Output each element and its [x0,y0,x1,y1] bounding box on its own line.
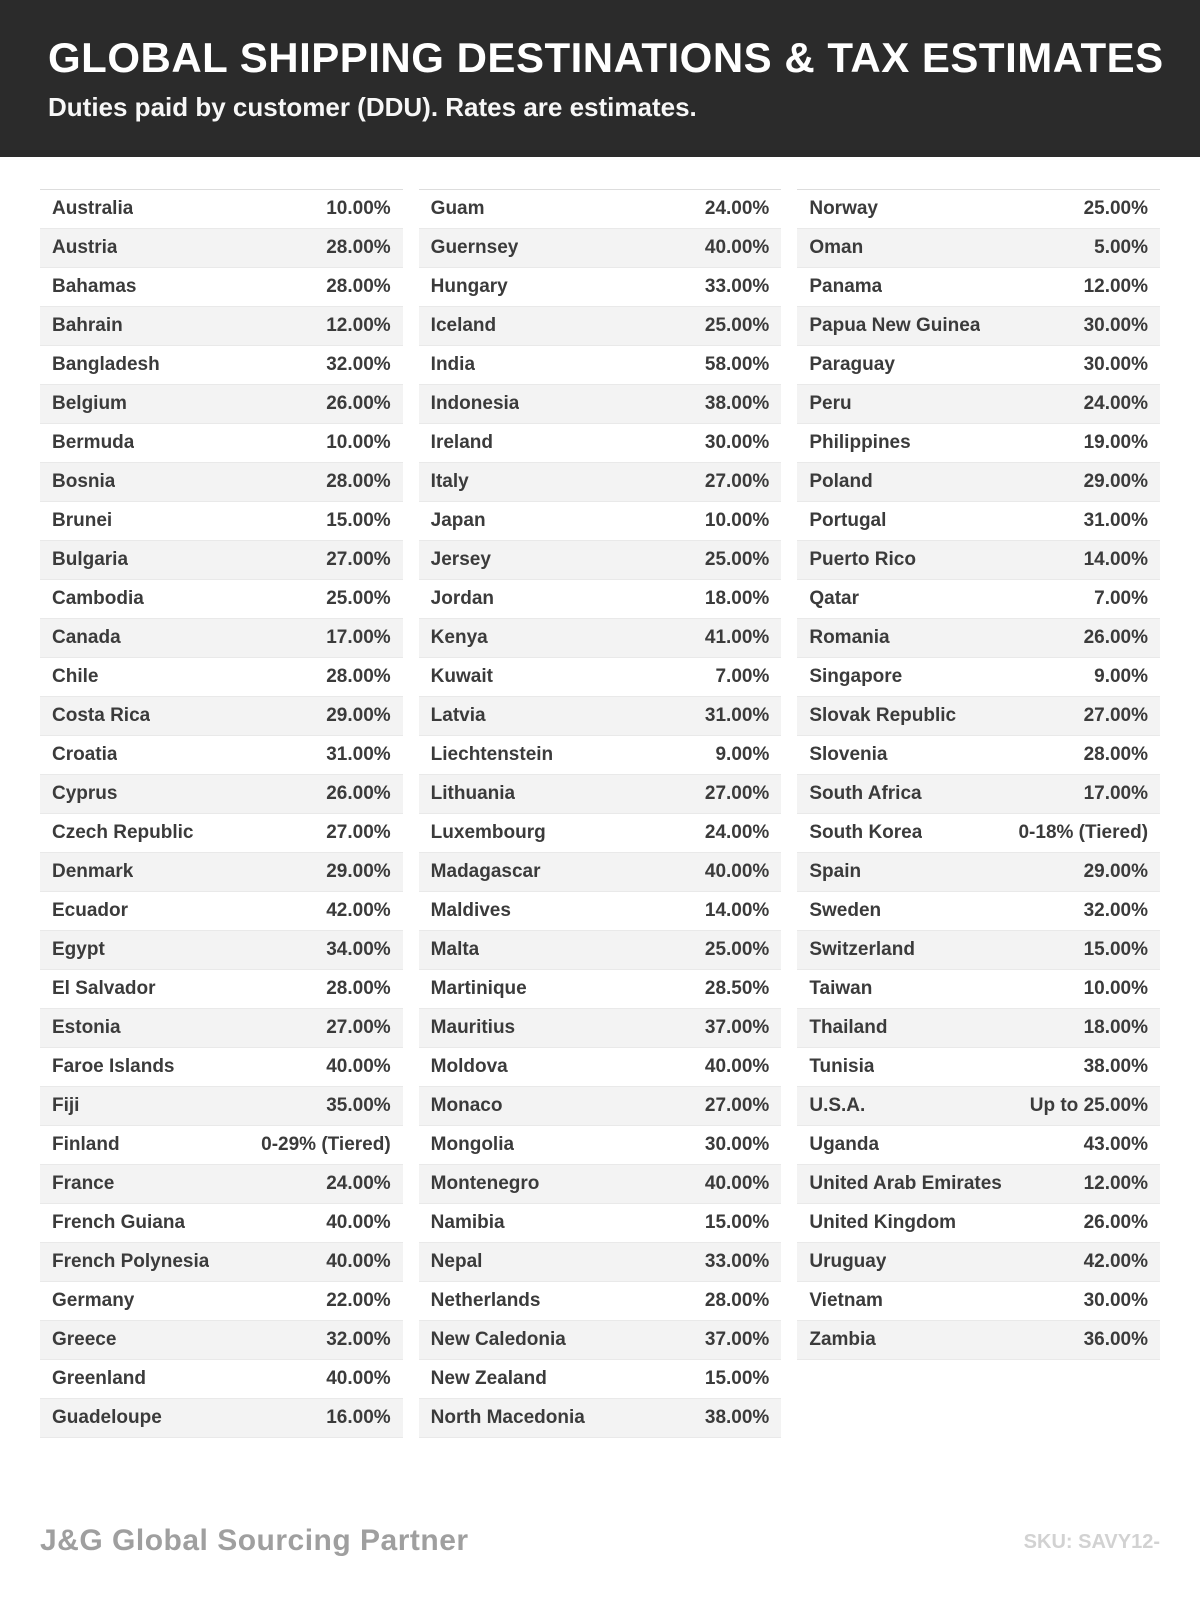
country-name: Romania [809,627,890,648]
table-row [40,814,403,853]
rate-column-1 [40,189,403,1438]
table-row [419,853,782,892]
country-name: Czech Republic [52,822,194,843]
tax-rate: 28.00% [326,276,391,297]
table-row [797,1282,1160,1321]
country-name: India [430,354,476,375]
table-row [419,814,782,853]
tax-rate: 15.00% [326,510,391,531]
footer [40,1524,1160,1558]
tax-rate: 27.00% [326,1017,391,1038]
page-subtitle: Duties paid by customer (DDU). Rates are estimates. [48,92,697,122]
table-row [797,775,1160,814]
tax-rate: 29.00% [326,705,391,726]
rate-column-3 [797,189,1160,1360]
table-row [419,1126,782,1165]
tax-rate: 28.50% [704,978,770,999]
table-row [419,1009,782,1048]
country-name: Taiwan [809,978,873,999]
table-row [797,1204,1160,1243]
tax-rate: 28.00% [326,237,391,258]
table-row [419,1048,782,1087]
table-row [797,424,1160,463]
country-name: Bahrain [52,315,123,336]
table-row [797,619,1160,658]
country-name: Tunisia [809,1056,875,1077]
country-name: Martinique [430,978,527,999]
table-row [40,1399,403,1438]
tax-rate: 16.00% [326,1407,391,1428]
tax-rate: 18.00% [704,588,770,609]
table-row [797,463,1160,502]
country-name: United Arab Emirates [809,1173,1002,1194]
table-row [40,1321,403,1360]
table-row [797,853,1160,892]
tax-rate: 9.00% [715,744,770,765]
country-name: Oman [809,237,864,258]
table-row [419,736,782,775]
country-name: Mauritius [430,1017,516,1038]
table-row [797,658,1160,697]
tax-rate: 29.00% [326,861,391,882]
country-name: Kenya [430,627,488,648]
country-name: North Macedonia [430,1407,585,1428]
tax-rate: 30.00% [1083,315,1149,336]
tax-rate: 29.00% [1083,471,1149,492]
table-row [40,970,403,1009]
tax-rate: 32.00% [326,1329,391,1350]
table-row [797,697,1160,736]
table-row [419,619,782,658]
tax-rate: 38.00% [1083,1056,1149,1077]
table-row [797,1165,1160,1204]
tax-rate: 33.00% [704,276,770,297]
table-row [419,268,782,307]
tax-rate: 10.00% [704,510,770,531]
table-row [419,385,782,424]
tax-rate: 37.00% [704,1329,770,1350]
tax-rate: 27.00% [1083,705,1149,726]
tax-rate: 28.00% [326,978,391,999]
tax-rate: 38.00% [704,393,770,414]
country-name: El Salvador [52,978,156,999]
tax-rate: 0-29% (Tiered) [261,1134,391,1155]
table-row [40,190,403,229]
tax-rate: 27.00% [326,549,391,570]
tax-rate: 10.00% [1083,978,1149,999]
country-name: Egypt [52,939,105,960]
tax-rate: 15.00% [1083,939,1149,960]
country-name: Uruguay [809,1251,887,1272]
tax-rate: 43.00% [1083,1134,1149,1155]
table-row [419,190,782,229]
country-name: Slovenia [809,744,888,765]
table-row [419,346,782,385]
tax-rate: 12.00% [326,315,391,336]
table-row [797,268,1160,307]
country-name: New Caledonia [430,1329,566,1350]
country-name: Fiji [52,1095,80,1116]
country-name: Canada [52,627,121,648]
country-name: Papua New Guinea [809,315,981,336]
tax-rate: 29.00% [1083,861,1149,882]
country-name: Netherlands [430,1290,541,1311]
tax-rate: 24.00% [326,1173,391,1194]
table-row [40,853,403,892]
country-name: Spain [809,861,862,882]
table-row [419,1321,782,1360]
table-row [797,229,1160,268]
tax-rate: 10.00% [326,432,391,453]
table-row [797,892,1160,931]
country-name: Jordan [430,588,495,609]
country-name: South Africa [809,783,922,804]
table-row [40,1048,403,1087]
country-name: Austria [52,237,118,258]
tax-rate: 22.00% [326,1290,391,1311]
tax-rate: 40.00% [326,1056,391,1077]
country-name: Greece [52,1329,117,1350]
tax-rate: 40.00% [704,1173,770,1194]
table-row [40,463,403,502]
table-row [419,1360,782,1399]
table-row [419,463,782,502]
tax-rate: 26.00% [326,783,391,804]
tax-rate: 12.00% [1083,276,1149,297]
tax-rate: 58.00% [704,354,770,375]
table-row [40,697,403,736]
table-row [419,1204,782,1243]
country-name: Brunei [52,510,113,531]
country-name: Luxembourg [430,822,546,843]
table-row [40,775,403,814]
table-row [419,307,782,346]
country-name: Thailand [809,1017,888,1038]
table-row [40,892,403,931]
country-name: Guam [430,198,485,219]
tax-rate: 26.00% [326,393,391,414]
tax-rate: 41.00% [704,627,770,648]
table-row [40,385,403,424]
country-name: Ireland [430,432,493,453]
table-row [419,502,782,541]
table-row [797,307,1160,346]
tax-rate: 19.00% [1083,432,1149,453]
country-name: Belgium [52,393,127,414]
table-row [797,1009,1160,1048]
tax-rate: 18.00% [1083,1017,1149,1038]
country-name: Switzerland [809,939,915,960]
table-row [40,1126,403,1165]
tax-rate: 25.00% [1083,198,1149,219]
table-row [40,1087,403,1126]
country-name: Latvia [430,705,486,726]
country-name: Chile [52,666,99,687]
table-row [40,268,403,307]
country-name: Nepal [430,1251,483,1272]
table-row [40,541,403,580]
country-name: Cyprus [52,783,118,804]
country-name: Iceland [430,315,497,336]
table-row [40,502,403,541]
table-row [797,814,1160,853]
table-row [40,307,403,346]
country-name: Malta [430,939,480,960]
country-name: Madagascar [430,861,541,882]
table-row [40,658,403,697]
country-name: Bermuda [52,432,135,453]
table-row [797,931,1160,970]
tax-rate: 17.00% [326,627,391,648]
tax-rate: 31.00% [1083,510,1149,531]
country-name: Guernsey [430,237,519,258]
country-name: Costa Rica [52,705,151,726]
table-row [797,346,1160,385]
tax-rate: 36.00% [1083,1329,1149,1350]
table-row [40,736,403,775]
tax-rate: 40.00% [704,1056,770,1077]
table-row [40,580,403,619]
tax-rate: 26.00% [1083,1212,1149,1233]
country-name: Slovak Republic [809,705,957,726]
country-name: Bulgaria [52,549,129,570]
country-name: United Kingdom [809,1212,957,1233]
tax-rate: 25.00% [704,939,770,960]
table-row [419,931,782,970]
rates-table [40,189,1160,1438]
tax-rate: 27.00% [704,1095,770,1116]
table-row [40,1165,403,1204]
country-name: Cambodia [52,588,144,609]
table-row [419,892,782,931]
tax-rate: 7.00% [715,666,770,687]
table-row [419,1243,782,1282]
tax-rate: 28.00% [704,1290,770,1311]
country-name: Japan [430,510,486,531]
table-row [419,229,782,268]
tax-rate: 32.00% [326,354,391,375]
country-name: Philippines [809,432,911,453]
country-name: France [52,1173,115,1194]
country-name: Puerto Rico [809,549,916,570]
tax-rate: 25.00% [704,315,770,336]
country-name: Paraguay [809,354,895,375]
country-name: Bangladesh [52,354,160,375]
rate-column-2 [419,189,782,1438]
table-row [797,1321,1160,1360]
table-row [419,541,782,580]
table-row [797,1243,1160,1282]
tax-rate: 31.00% [704,705,770,726]
country-name: Finland [52,1134,120,1155]
table-row [419,1087,782,1126]
country-name: Croatia [52,744,118,765]
country-name: Sweden [809,900,882,921]
tax-rate: 40.00% [326,1212,391,1233]
country-name: Bahamas [52,276,137,297]
tax-rate: 31.00% [326,744,391,765]
table-row [797,385,1160,424]
tax-rate: 27.00% [704,783,770,804]
table-row [797,190,1160,229]
tax-rate: Up to 25.00% [1029,1095,1149,1116]
table-row [419,580,782,619]
country-name: Germany [52,1290,135,1311]
country-name: Australia [52,198,134,219]
table-row [797,970,1160,1009]
tax-rate: 14.00% [1083,549,1149,570]
tax-rate: 30.00% [1083,354,1149,375]
tax-rate: 24.00% [704,198,770,219]
country-name: Italy [430,471,469,492]
tax-rate: 30.00% [704,432,770,453]
country-name: Greenland [52,1368,146,1389]
tax-rate: 37.00% [704,1017,770,1038]
country-name: Norway [809,198,878,219]
country-name: Bosnia [52,471,116,492]
table-row [797,502,1160,541]
table-row [419,1282,782,1321]
country-name: Estonia [52,1017,121,1038]
country-name: Denmark [52,861,134,882]
tax-rate: 42.00% [1083,1251,1149,1272]
tax-rate: 10.00% [326,198,391,219]
table-row [797,1126,1160,1165]
table-row [419,697,782,736]
table-row [419,658,782,697]
table-row [40,229,403,268]
tax-rate: 34.00% [326,939,391,960]
table-row [419,1165,782,1204]
country-name: Ecuador [52,900,129,921]
country-name: Maldives [430,900,511,921]
table-row [797,1087,1160,1126]
country-name: Uganda [809,1134,880,1155]
table-row [40,1360,403,1399]
table-row [40,346,403,385]
table-row [797,1048,1160,1087]
country-name: South Korea [809,822,923,843]
country-name: Mongolia [430,1134,515,1155]
page-title: GLOBAL SHIPPING DESTINATIONS & TAX ESTIMATES [48,34,1164,81]
tax-rate: 33.00% [704,1251,770,1272]
tax-rate: 14.00% [704,900,770,921]
country-name: Poland [809,471,873,492]
tax-rate: 27.00% [326,822,391,843]
table-row [40,931,403,970]
country-name: Portugal [809,510,887,531]
country-name: Faroe Islands [52,1056,175,1077]
country-name: Namibia [430,1212,505,1233]
table-row [40,1204,403,1243]
tax-rate: 27.00% [704,471,770,492]
tax-rate: 15.00% [704,1212,770,1233]
country-name: Singapore [809,666,903,687]
table-row [797,541,1160,580]
tax-rate: 17.00% [1083,783,1149,804]
table-row [40,424,403,463]
country-name: French Guiana [52,1212,186,1233]
country-name: Guadeloupe [52,1407,162,1428]
country-name: U.S.A. [809,1095,866,1116]
tax-rate: 40.00% [704,237,770,258]
tax-rate: 24.00% [704,822,770,843]
country-name: Liechtenstein [430,744,554,765]
table-row [40,1243,403,1282]
table-row [797,580,1160,619]
country-name: Indonesia [430,393,520,414]
table-row [40,619,403,658]
tax-rate: 0-18% (Tiered) [1018,822,1149,843]
tax-rate: 24.00% [1083,393,1149,414]
table-row [797,736,1160,775]
country-name: Moldova [430,1056,508,1077]
header [0,0,1200,157]
tax-rate: 25.00% [326,588,391,609]
country-name: Zambia [809,1329,876,1350]
tax-rate: 35.00% [326,1095,391,1116]
country-name: Panama [809,276,883,297]
country-name: Kuwait [430,666,493,687]
tax-rate: 26.00% [1083,627,1149,648]
tax-rate: 38.00% [704,1407,770,1428]
tax-rate: 9.00% [1094,666,1149,687]
country-name: New Zealand [430,1368,547,1389]
tax-rate: 30.00% [1083,1290,1149,1311]
tax-rate: 15.00% [704,1368,770,1389]
country-name: Jersey [430,549,491,570]
tax-rate: 12.00% [1083,1173,1149,1194]
table-row [40,1282,403,1321]
table-row [419,1399,782,1438]
country-name: Lithuania [430,783,516,804]
tax-rate: 5.00% [1094,237,1149,258]
country-name: French Polynesia [52,1251,210,1272]
country-name: Qatar [809,588,859,609]
tax-rate: 28.00% [1083,744,1149,765]
tax-rate: 40.00% [326,1368,391,1389]
brand-name: J&G Global Sourcing Partner [40,1524,469,1557]
tax-rate: 7.00% [1094,588,1149,609]
tax-rate: 40.00% [704,861,770,882]
table-row [419,970,782,1009]
country-name: Peru [809,393,852,414]
tax-rate: 40.00% [326,1251,391,1272]
tax-rate: 30.00% [704,1134,770,1155]
country-name: Vietnam [809,1290,883,1311]
table-row [419,775,782,814]
table-row [419,424,782,463]
country-name: Montenegro [430,1173,540,1194]
tax-rate: 32.00% [1083,900,1149,921]
country-name: Hungary [430,276,508,297]
tax-rate: 28.00% [326,666,391,687]
tax-rate: 25.00% [704,549,770,570]
sku-label: SKU: SAVY12- [1023,1531,1160,1553]
tax-rate: 28.00% [326,471,391,492]
country-name: Monaco [430,1095,503,1116]
tax-rate: 42.00% [326,900,391,921]
table-row [40,1009,403,1048]
